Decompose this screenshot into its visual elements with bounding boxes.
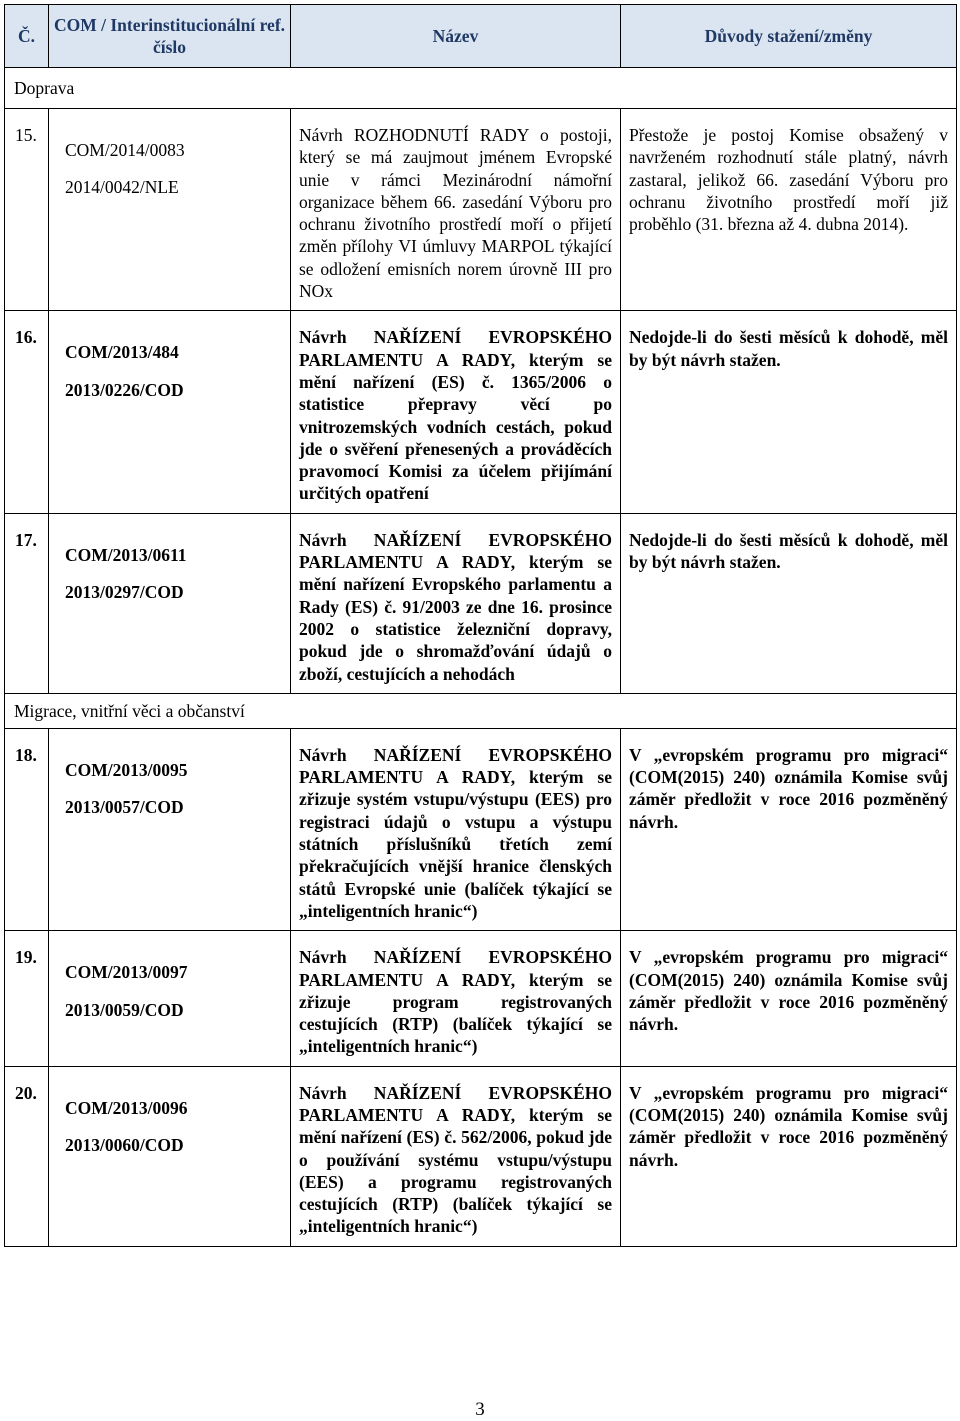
row-reference-cell	[49, 311, 291, 513]
section-header-row	[5, 68, 957, 109]
withdrawal-reason: V „evropském programu pro migraci“ (COM(2015) 240) oznámila Komise svůj záměr předložit v roce 2016 pozměněný návrh.	[629, 1082, 948, 1170]
proposal-title: Návrh NAŘÍZENÍ EVROPSKÉHO PARLAMENTU A RADY, kterým se mění nařízení (ES) č. 1365/2006 o statistice přepravy věcí po vnitrozemských vodních cestách, pokud jde o svěření přenesených a prováděcích pravomocí Komisi za účelem přijímání určitých opatření	[299, 327, 612, 504]
row-reference-cell	[49, 1066, 291, 1246]
table-row	[5, 311, 957, 513]
row-title-cell	[291, 311, 621, 513]
withdrawal-reason: Nedojde-li do šesti měsíců k dohodě, měl by být návrh stažen.	[629, 327, 948, 370]
row-number-cell	[5, 109, 49, 311]
row-number-cell	[5, 931, 49, 1066]
withdrawal-reason: Nedojde-li do šesti měsíců k dohodě, měl by být návrh stažen.	[629, 529, 948, 573]
row-number-cell	[5, 1066, 49, 1246]
com-reference: COM/2013/0097	[65, 962, 188, 983]
proposal-title: Návrh NAŘÍZENÍ EVROPSKÉHO PARLAMENTU A RADY, kterým se mění nařízení Evropského parlamentu a Rady (ES) č. 91/2003 ze dne 16. prosince 2002 o statistice železniční dopravy, pokud jde o shromažďování údajů o zboží, cestujících a nehodách	[299, 529, 612, 684]
header-com-ref: COM / Interinstitucionální ref. číslo	[49, 5, 291, 68]
row-number-cell	[5, 311, 49, 513]
section-title: Doprava	[5, 68, 957, 109]
interinstitutional-reference: 2013/0226/COD	[65, 379, 184, 400]
proposal-title: Návrh ROZHODNUTÍ RADY o postoji, který se má zaujmout jménem Evropské unie v rámci Mezinárodní námořní organizace během 66. zasedání Výboru pro ochranu životního prostředí moří o přijetí změn přílohy VI úmluvy MARPOL týkající se odložení emisních norem úrovně III pro NOx	[299, 125, 612, 302]
section-header-row	[5, 693, 957, 728]
header-reasons: Důvody stažení/změny	[621, 5, 957, 68]
row-title-cell	[291, 513, 621, 693]
table-row	[5, 1066, 957, 1246]
row-reason-cell	[621, 311, 957, 513]
interinstitutional-reference: 2013/0059/COD	[65, 999, 184, 1020]
row-title-cell	[291, 728, 621, 930]
row-reason-cell	[621, 109, 957, 311]
row-reason-cell	[621, 1066, 957, 1246]
row-number: 15.	[15, 125, 37, 145]
proposal-title: Návrh NAŘÍZENÍ EVROPSKÉHO PARLAMENTU A RADY, kterým se zřizuje systém vstupu/výstupu (EES) pro registraci údajů o vstupu a výstupu státních příslušníků třetích zemí překračujících vnější hranice členských států Evropské unie (balíček týkající se „inteligentních hranic“)	[299, 744, 612, 921]
header-title: Název	[291, 5, 621, 68]
com-reference: COM/2014/0083	[65, 140, 185, 160]
row-number-cell	[5, 728, 49, 930]
table-header-row	[5, 5, 957, 68]
row-reference-cell	[49, 931, 291, 1066]
section-title: Migrace, vnitřní věci a občanství	[5, 693, 957, 728]
row-number: 17.	[15, 529, 37, 550]
table-row	[5, 109, 957, 311]
table-row	[5, 931, 957, 1066]
proposal-title: Návrh NAŘÍZENÍ EVROPSKÉHO PARLAMENTU A RADY, kterým se zřizuje program registrovaných cestujících (RTP) (balíček týkající se „inteligentních hranic“)	[299, 947, 612, 1057]
row-number: 18.	[15, 744, 37, 765]
withdrawal-reason: V „evropském programu pro migraci“ (COM(2015) 240) oznámila Komise svůj záměr předložit v roce 2016 pozměněný návrh.	[629, 947, 948, 1035]
row-number-cell	[5, 513, 49, 693]
row-title-cell	[291, 1066, 621, 1246]
row-number: 19.	[15, 947, 37, 968]
com-reference: COM/2013/0095	[65, 759, 188, 780]
row-reason-cell	[621, 728, 957, 930]
table-row	[5, 513, 957, 693]
row-reference-cell	[49, 513, 291, 693]
row-title-cell	[291, 931, 621, 1066]
row-title-cell	[291, 109, 621, 311]
com-reference: COM/2013/0096	[65, 1097, 188, 1118]
withdrawal-table	[4, 4, 957, 1247]
table-row	[5, 728, 957, 930]
header-number: Č.	[5, 5, 49, 68]
page-number: 3	[475, 1399, 485, 1420]
com-reference: COM/2013/0611	[65, 544, 187, 565]
row-reference-cell	[49, 109, 291, 311]
row-reference-cell	[49, 728, 291, 930]
com-reference: COM/2013/484	[65, 342, 179, 363]
withdrawal-reason: Přestože je postoj Komise obsažený v navrženém rozhodnutí stále platný, návrh zastaral, jelikož 66. zasedání Výboru pro ochranu životního prostředí moří již proběhlo (31. března až 4. dubna 2014).	[629, 125, 948, 235]
withdrawal-reason: V „evropském programu pro migraci“ (COM(2015) 240) oznámila Komise svůj záměr předložit v roce 2016 pozměněný návrh.	[629, 744, 948, 832]
interinstitutional-reference: 2014/0042/NLE	[65, 177, 179, 198]
row-number: 16.	[15, 327, 37, 348]
row-reason-cell	[621, 513, 957, 693]
proposal-title: Návrh NAŘÍZENÍ EVROPSKÉHO PARLAMENTU A RADY, kterým se mění nařízení (ES) č. 562/2006, pokud jde o používání systému vstupu/výstupu (EES) a programu registrovaných cestujících (RTP) (balíček týkající se „inteligentních hranic“)	[299, 1082, 612, 1237]
row-number: 20.	[15, 1082, 37, 1103]
interinstitutional-reference: 2013/0297/COD	[65, 582, 184, 603]
interinstitutional-reference: 2013/0057/COD	[65, 797, 184, 818]
interinstitutional-reference: 2013/0060/COD	[65, 1134, 184, 1155]
row-reason-cell	[621, 931, 957, 1066]
